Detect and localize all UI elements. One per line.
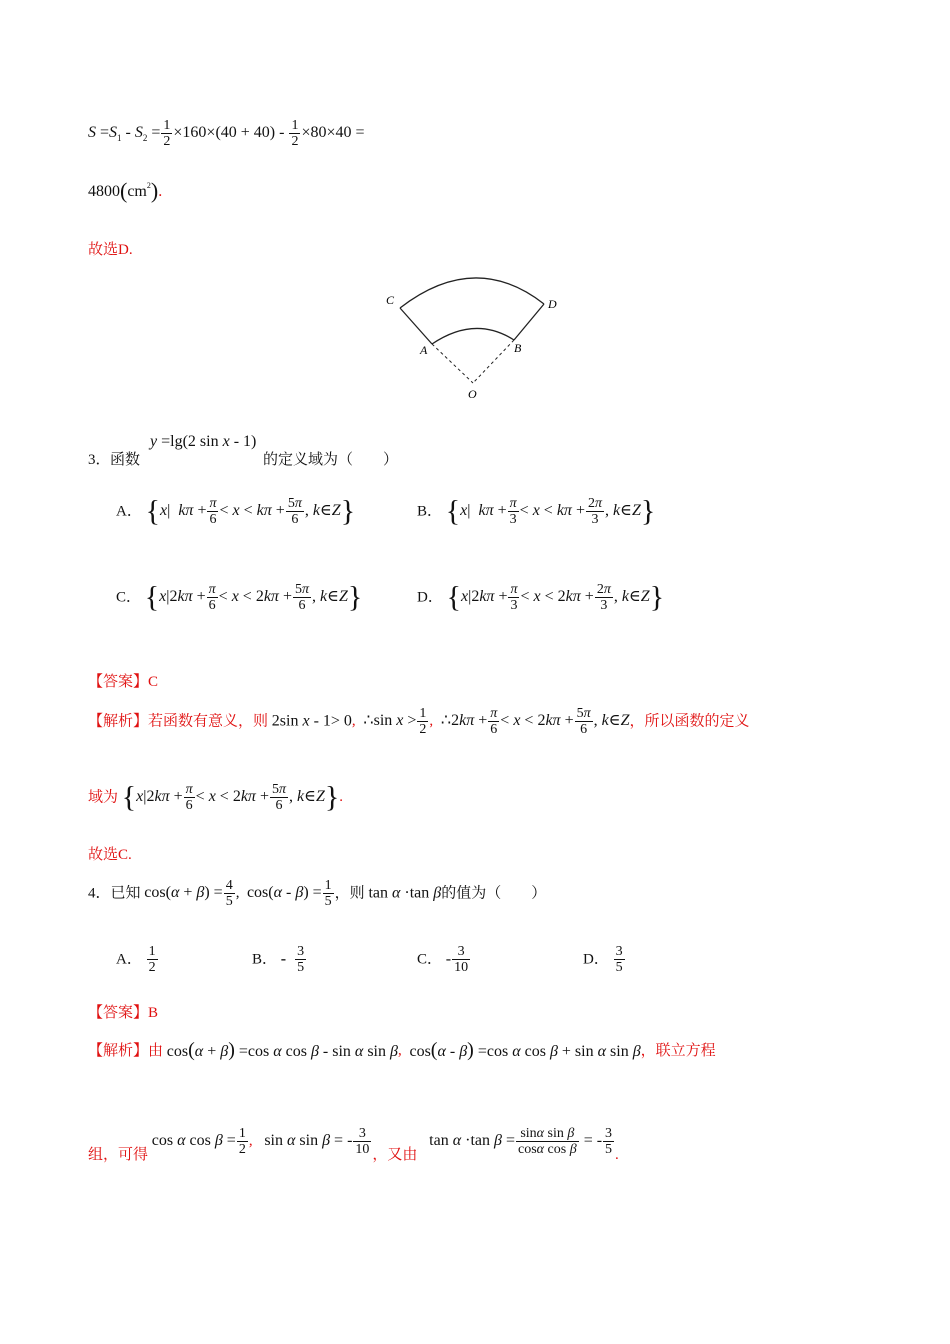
q4-option-a[interactable]: A． $\frac{1}{2}$ [116,944,156,975]
label-d: D [548,297,557,311]
q3-option-b[interactable]: B． {x| kπ + $\frac{\pi}{3}$ < x < kπ + $\frac{2\pi}{3}$ , k∈Z} [417,494,656,528]
q4-analysis: 【解析】由 cos(α + β) =cos α cos β - sin α sin β, cos(α - β) =cos α cos β + sin α sin β，联立方程 [88,1039,716,1061]
conclusion-q2: 故选D. [88,242,133,258]
q3-analysis-cont: 域为 {x|2kπ + $\frac{\pi}{6}$ < x < 2kπ + $\frac{5\pi}{6}$ , k∈Z}. [88,780,344,814]
label-a: A [420,343,428,357]
label-c: C [386,293,395,307]
area-result: $4800(cm^2)$. [88,178,163,203]
q4-option-d[interactable]: D． $\frac{3}{5}$ [583,944,623,975]
q4-stem: 4．已知 cos(α + β) = $\frac{4}{5}$ , cos(α - β) = $\frac{1}{5}$ ，则 tan α ·tan β的值为（ ） [88,878,547,909]
q3-conclusion: 故选C. [88,847,132,863]
q3-option-a[interactable]: A． {x| kπ + $\frac{\pi}{6}$ < x < kπ + $\frac{5\pi}{6}$ , k∈Z} [116,494,356,528]
q4-answer: 【答案】B [88,1005,159,1021]
label-b: B [514,341,522,355]
q4-option-b[interactable]: B． - $\frac{3}{5}$ [252,944,305,975]
q3-option-d[interactable]: D． {x|2kπ + $\frac{\pi}{3}$ < x < 2kπ + $\frac{2\pi}{3}$ , k∈Z} [417,580,665,614]
q4-option-c[interactable]: C． - $\frac{3}{10}$ [417,944,469,975]
q3-analysis: 【解析】若函数有意义，则 2sin x - 1> 0, ∴sin x > $\frac{1}{2}$ , ∴2kπ + $\frac{\pi}{6}$ < x < 2kπ + $\frac{5\pi}{6}$ , k∈Z，所以函数的定义 [88,706,750,737]
label-o: O [468,387,477,401]
q3-answer: 【答案】C [88,674,159,690]
q3-option-c[interactable]: C． {x|2kπ + $\frac{\pi}{6}$ < x < 2kπ + $\frac{5\pi}{6}$ , k∈Z} [116,580,363,614]
q4-analysis-cont: 组，可得 cos α cos β = $\frac{1}{2}$ , sin α sin β = - $\frac{3}{10}$ ，又由 tan α ·tan β = $\frac{\text{sinα sin β}}{\text{cosα cos β}}$ = - $\frac{3}{5}$ . [88,1126,619,1163]
area-formula: $S =S_1 - S_2$ = $\frac{1}{2}$ ×160×(40 + 40) - $\frac{1}{2}$ ×80×40 = [88,118,365,149]
sector-figure [380,270,570,405]
